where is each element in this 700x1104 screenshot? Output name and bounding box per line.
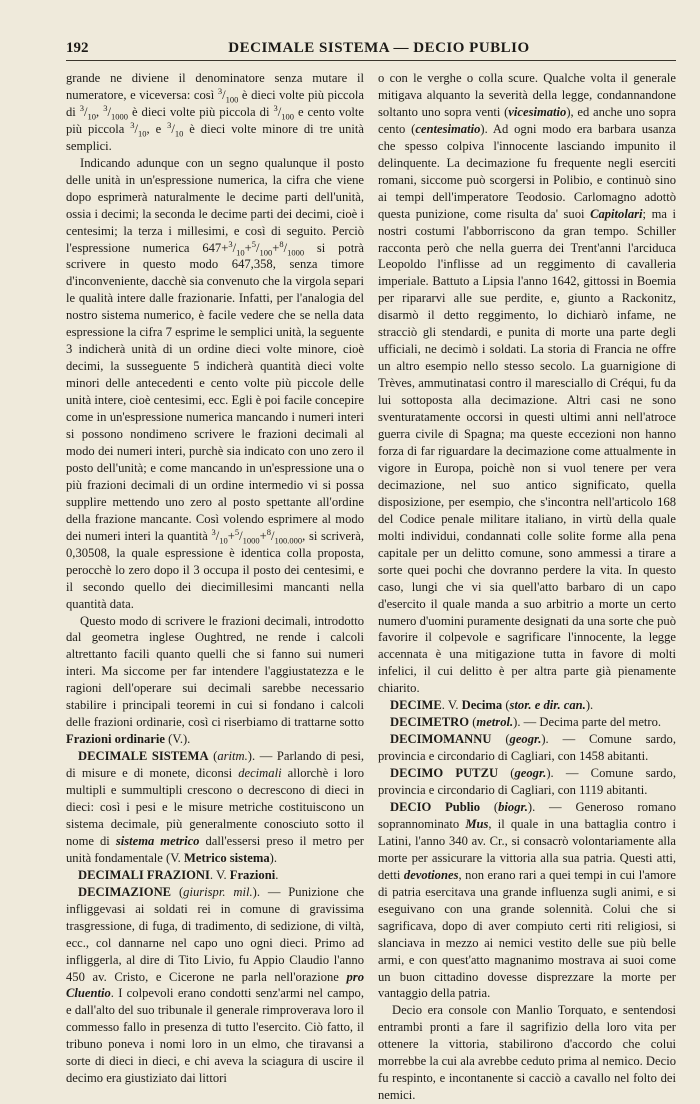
entry-decimazione — [66, 884, 364, 1087]
fraction-numerator: 3 — [130, 119, 135, 130]
text-run: (V.). — [165, 732, 191, 747]
fraction-denominator: 100 — [281, 111, 294, 122]
text-run: e cento volte più piccola — [66, 104, 364, 136]
text-run: ). — [585, 698, 594, 713]
fraction-denominator: 100 — [225, 94, 239, 105]
text-run: ( — [502, 698, 510, 713]
text-run: geogr. — [509, 732, 542, 747]
text-run: DECIO Publio — [390, 799, 481, 814]
entry-decimomannu — [378, 731, 676, 765]
text-run: DECIMO PUTZU — [390, 766, 499, 781]
text-run: / — [277, 104, 282, 119]
text-run: Metrico sistema — [183, 850, 270, 865]
text-run: pro Cluentio — [66, 969, 364, 1001]
text-run: DECIMETRO — [390, 715, 470, 730]
text-run: ). — Parlando di pesi, di misure e di monete, diconsi — [66, 749, 365, 781]
text-run: è dieci volte minore di tre unità semplici. — [66, 121, 364, 153]
page-number: 192 — [66, 40, 89, 56]
entry-decimetro — [378, 714, 676, 731]
text-run: , si scriverà, 0,30508, la quale espressione è identica colla proposta, perocchè lo zero dopo il 3 occupa il posto dei centesimi, e il secondo quello dei diecimillesimi mancanti nella quantità data. — [66, 528, 364, 611]
text-run: . I colpevoli erano condotti senz'armi nel campo, e dall'alto del suo tribunale il generale rimproverava loro il commesso fallo in presenza di tutto l'esercito. Ciò fatto, il tribuno poneva i nomi loro in un elmo, che tiravansi a sorte di dieci in dieci, e chi aveva la sciagura di uscire il decimo era giustiziato dai littori — [66, 986, 364, 1086]
fraction-numerator: 3 — [273, 102, 278, 113]
text-run: + — [227, 528, 235, 543]
text-run: Capitolari — [590, 206, 643, 221]
text-run: DECIMALI FRAZIONI — [78, 867, 210, 882]
text-run: vicesimatio — [508, 104, 567, 119]
text-run: , e — [146, 121, 168, 136]
text-run: . — [275, 867, 279, 882]
text-run: Decima — [461, 698, 503, 713]
fraction-denominator: 10 — [219, 535, 228, 546]
fraction-numerator: 5 — [234, 526, 240, 537]
text-run: si potrà scrivere in questo modo 647,358, senza timore d'inconveniente, dacchè sia convenuto che la virgola separi le qualità intere dalle frazionarie. Infatti, per l'analogia del nostro sistema numerico, è facile vedere che se nella data espressione la cifra 7 esprime le semplici unità, la seguente 3 indicherà unità di un ordine dieci volte minore, cioè decimi, la susseguente 5 indicherà quantità dieci volte minori delle antecedenti e cento volte più piccole delle unità intere, cioè centesimi, ecc. Egli è poi facile concepire come in un'espressione numerica mancando i numeri interi si possono nondimeno scrivere le frazioni decimali al modo dei numeri interi, purchè sia indicato con uno zero il posto dell'unità; e come mancando in un'espressione una o più frazioni decimali di un ordine intermedio vi si possa supplire mettendo uno zero al posto spettante all'ordine della frazione mancante. Così volendo esprimere al modo dei numeri interi la quantità — [66, 240, 365, 543]
paragraph-decimazione-continued — [378, 70, 676, 697]
text-run: stor. e dir. can. — [509, 698, 586, 713]
fraction-denominator: 1000 — [110, 111, 128, 122]
fraction-numerator: 3 — [228, 238, 233, 249]
fraction-numerator: 3 — [103, 102, 108, 113]
page-header — [66, 38, 676, 61]
text-run: / — [134, 121, 139, 136]
fraction-denominator: 10 — [138, 128, 147, 139]
text-run: . V. — [209, 867, 230, 882]
text-run: ( — [208, 749, 218, 764]
text-run: Frazioni — [229, 867, 276, 882]
entry-decio-publio — [378, 799, 676, 1002]
text-run: ). — Comune sardo, provincia e circondario di Cagliari, con 1119 abitanti. — [378, 766, 676, 798]
text-run: allorchè i loro multipli e summultipli crescono o decrescono di dieci in dieci: così i pesi e le misure metriche costituiscono un sistema decimale, più generalmente conosciuto sotto il nome di — [66, 766, 364, 848]
text-run: DECIMAZIONE — [78, 884, 172, 899]
text-run: / — [84, 104, 88, 119]
text-run: / — [239, 528, 243, 543]
text-run: / — [255, 240, 260, 255]
text-run: Frazioni ordinarie — [66, 732, 165, 747]
left-column — [66, 70, 364, 1104]
text-run: DECIME — [390, 698, 442, 713]
text-run: DECIMOMANNU — [390, 732, 492, 747]
text-run: + — [244, 240, 252, 255]
text-run: , — [96, 104, 104, 119]
fraction-numerator: 8 — [279, 238, 284, 249]
text-run: o con le verghe o colla scure. Qualche volta il generale mitigava alquanto la severità della legge, condannandone soltanto uno sopra venti ( — [378, 71, 676, 119]
running-head: DECIMALE SISTEMA — DECIO PUBLIO — [228, 40, 530, 56]
text-run: / — [232, 240, 237, 255]
paragraph-decio-torquato — [378, 1002, 676, 1104]
fraction-denominator: 100 — [259, 247, 273, 258]
text-run: ). — Decima parte del metro. — [513, 715, 662, 730]
text-run: Questo modo di scrivere le frazioni decimali, introdotto dal geometra inglese Oughtred, ne rende i calcoli altrettanto facili quanto quelli che si fanno sui numeri interi. Ma siccome per far intendere l'aggiustatezza e le ragioni dell'operare sui decimali sarebbe necessario stabilire i principali teoremi in cui si fondano i calcoli delle frazioni ordinarie, così ci riserbiamo di trattarne sotto — [66, 613, 364, 730]
text-run: ), ed anche uno sopra cento ( — [378, 104, 676, 136]
fraction-numerator: 3 — [167, 119, 172, 130]
text-run: grande ne diviene il denominatore senza mutare il numeratore, e viceversa: così — [66, 71, 364, 102]
text-run: sistema metrico — [115, 833, 200, 848]
text-run: dall'essersi preso il metro per unità fondamentale (V. — [66, 833, 365, 865]
paragraph-fractions-intro — [66, 70, 364, 155]
text-run: ( — [469, 715, 477, 730]
text-run: ). — Punizione che infliggevasi ai soldati rei in comune di gravissima trasgressione, di fuga, di tradimento, di sedizione, di viltà, ecc., col dannarne nel capo uno ogni dieci. Primo ad infliggerla, al dire di Tito Livio, fu Appio Claudio l'anno 450 av. Cristo, e Cicerone ne parla nell'orazione — [66, 884, 365, 984]
text-run: / — [271, 528, 275, 543]
entry-decime — [378, 697, 676, 714]
text-run: giurispr. mil. — [183, 884, 253, 899]
entry-decimali-frazioni — [66, 867, 364, 884]
text-run: / — [222, 87, 226, 102]
text-run: ; ma i nostri costumi l'abborriscono da gran tempo. Schiller racconta però che nella guerra dei Trent'anni l'arciduca Leopoldo l'inflisse ad un reggimento di cavalleria imperiale. Battuto a Lipsia l'anno 1642, gittossi in Boemia per ripararvi alle sue perdite, e, giunto a Rackonitz, disarmò il detto reggimento, lo dichiarò infame, ne stracciò gli stendardi, e punita di morte una parte degli ufficiali, ne decimò i soldati. La storia di Francia ne offre un altro esempio nello stesso secolo. La guarnigione di Trèves, ammutinatasi contro il maresciallo di Créqui, fu da lui sottoposta alla decimazione. Altri casi ne sono sventuratamente occorsi in questi ultimi anni nell'atroce guerra civile di Spagna; ma queste eccezioni non hanno forza di far riguardare la decimazione come attualmente in vigore in Europa, poichè non si vuol tenere per vera decimazione, nel suo antico significato, quella disposizione, per esempio, che s'incontra nell'articolo 168 del Codice penale militare italiano, in virtù della quale molti individui, condannati colle solite forme alla pena capitale per un delitto comune, sono ammessi a tirare a sorte quei pochi che dovranno perdere la vita. In questo caso, lungi che vi sia quell'atto barbaro di un capo d'esercito il quale manda a suo arbitrio a morte un certo numero d'uomini puramente designati da una sorte che può favorire il colpevole e sagrificare l'innocente, la legge accennata è una mitigazione tutta in favore di molti infelici, il cui delitto è per altra parte già pienamente chiarito. — [378, 206, 676, 696]
paragraph-decimal-notation — [66, 155, 364, 613]
text-run: ). Ad ogni modo era barbara usanza che spesso colpiva l'innocente lasciando impunito il delinquente. La decimazione fu frequente negli eserciti romani, siccome può scorgersi in Polibio, e continuò sino ai tempi dell'imperatore Teodosio. Carlomagno adottò questa punizione, come risulta da' suoi — [378, 121, 676, 221]
text-run: / — [171, 121, 175, 136]
text-run: DECIMALE SISTEMA — [78, 749, 209, 764]
text-run: Indicando adunque con un segno qualunque il posto delle unità in un'espressione numerica, la cifra che viene dopo esprimerà naturalmente le decime parti dell'unità, ossia i decimi; la seconda le decime parti dei decimi, cioè i centesimi; la terza i millesimi, e così di seguito. Perciò l'espressione numerica 647+ — [66, 155, 364, 255]
text-run: centesimatio — [415, 121, 481, 136]
text-run: , il quale in una battaglia contro i Latini, l'anno 340 av. Cr., si consacrò volontariamente alla morte per assicurare la vittoria alla sua patria. Questi atti, detti — [378, 816, 676, 882]
fraction-numerator: 3 — [217, 85, 223, 96]
text-run: Decio era console con Manlio Torquato, e sentendosi entrambi pronti a fare il sagrifizio della loro vita per ottenere la vittoria, stabilirono d'accordo che colui morrebbe la cui ala avrebbe ceduto prima al nemico. Decio fu respinto, e incontanente si cacciò a cavallo nel folto dei nemici. — [378, 1003, 676, 1103]
text-run: metrol. — [476, 715, 514, 730]
text-run: è dieci volte più piccola di — [66, 87, 364, 119]
text-run: + — [272, 240, 280, 255]
text-run: ). — Generoso romano soprannominato — [378, 799, 676, 831]
text-run: . V. — [441, 698, 462, 713]
text-run: , non erano rari a quei tempi in cui l'amore di patria esercitava una grande influenza sugli animi, e si eseguivano con una grande solennità. Colui che si sagrificava, dopo di aver compiuto certi riti religiosi, si slanciava in mezzo ai nemici vestito delle sue più belle armi, e con quest'atto magnanimo mostrava ai suoi come un buon cittadino dovesse disprezzare la morte per vantaggio della patria. — [378, 867, 676, 1001]
fraction-denominator: 10 — [236, 247, 245, 258]
text-run: / — [283, 240, 288, 255]
text-run: ). — [269, 850, 277, 865]
fraction-numerator: 3 — [211, 526, 216, 537]
text-run: devotiones — [403, 867, 459, 882]
text-run: decimali — [238, 766, 282, 781]
text-run: ( — [171, 884, 184, 899]
fraction-numerator: 3 — [79, 102, 85, 113]
fraction-denominator: 10 — [87, 111, 97, 122]
text-run: ( — [498, 766, 515, 781]
text-run: ( — [480, 799, 499, 814]
text-columns — [66, 70, 676, 1104]
entry-decimale-sistema — [66, 748, 364, 867]
fraction-numerator: 5 — [251, 238, 256, 249]
entry-decimo-putzu — [378, 765, 676, 799]
fraction-denominator: 1000 — [242, 535, 260, 546]
text-run: / — [215, 528, 220, 543]
text-run: ( — [491, 732, 510, 747]
text-run: aritm. — [217, 749, 248, 764]
paragraph-oughtred — [66, 613, 364, 749]
text-run: + — [259, 528, 267, 543]
text-run: geogr. — [514, 766, 547, 781]
fraction-denominator: 10 — [174, 128, 184, 139]
fraction-denominator: 100.000 — [274, 535, 303, 546]
text-run: / — [107, 104, 111, 119]
text-run: ). — Comune sardo, provincia e circondario di Cagliari, con 1458 abitanti. — [378, 732, 676, 764]
text-run: è dieci volte più piccola di — [127, 104, 274, 119]
text-run: biogr. — [498, 799, 528, 814]
fraction-numerator: 8 — [266, 526, 272, 537]
fraction-denominator: 1000 — [287, 247, 305, 258]
text-run: Mus — [465, 816, 489, 831]
right-column — [378, 70, 676, 1104]
